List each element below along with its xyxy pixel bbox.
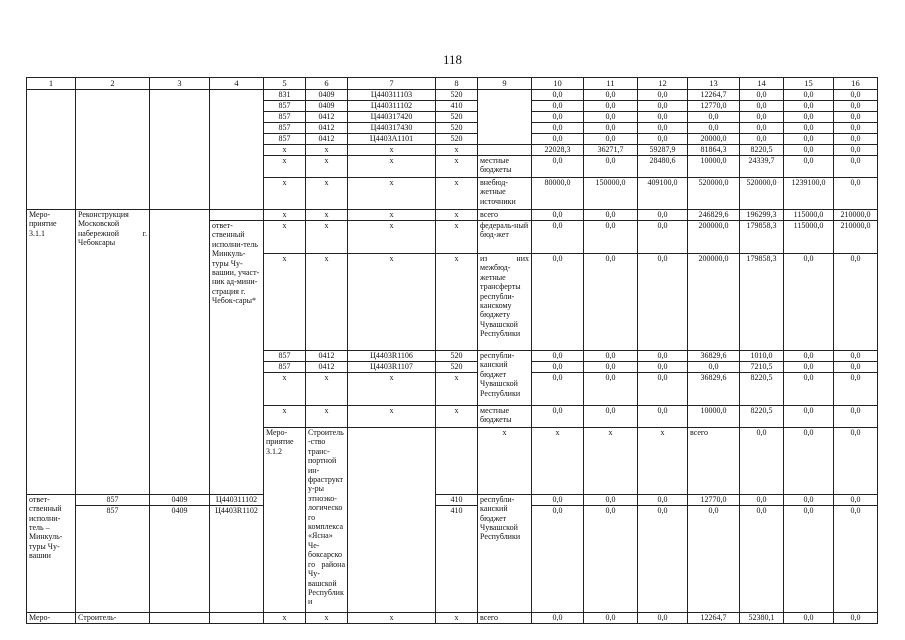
code-cell: 0409 bbox=[150, 505, 210, 612]
value-cell: 0,0 bbox=[584, 406, 638, 428]
code-cell: x bbox=[436, 254, 478, 351]
value-cell: 179858,3 bbox=[740, 221, 784, 254]
value-cell: 0,0 bbox=[532, 156, 584, 178]
value-cell: 8220,5 bbox=[740, 145, 784, 156]
value-cell: 0,0 bbox=[532, 112, 584, 123]
code-cell: 857 bbox=[264, 101, 306, 112]
value-cell: 0,0 bbox=[532, 254, 584, 351]
code-cell: x bbox=[306, 254, 348, 351]
code-cell: x bbox=[306, 221, 348, 254]
code-cell: 520 bbox=[436, 362, 478, 373]
code-cell: 520 bbox=[436, 90, 478, 101]
code-cell: 410 bbox=[436, 505, 478, 612]
table-row bbox=[27, 210, 878, 221]
value-cell: 0,0 bbox=[532, 221, 584, 254]
code-cell: 0412 bbox=[306, 112, 348, 123]
code-cell: Ц4403А1101 bbox=[348, 134, 436, 145]
value-cell: 8220,5 bbox=[740, 373, 784, 406]
value-cell: 0,0 bbox=[784, 90, 834, 101]
code-cell: x bbox=[348, 145, 436, 156]
column-header: 12 bbox=[638, 78, 688, 90]
value-cell: 115000,0 bbox=[784, 210, 834, 221]
code-cell: x bbox=[348, 156, 436, 178]
value-cell: 0,0 bbox=[834, 178, 878, 210]
value-cell: 0,0 bbox=[740, 112, 784, 123]
value-cell: 520000,0 bbox=[688, 178, 740, 210]
code-cell: x bbox=[532, 428, 584, 495]
value-cell: 0,0 bbox=[584, 362, 638, 373]
code-cell: x bbox=[264, 178, 306, 210]
value-cell: 0,0 bbox=[740, 494, 784, 505]
value-cell: 0,0 bbox=[784, 101, 834, 112]
executor-cell: ответ-ственный исполни-тель Минкуль-туры Чу-вашии, участ-ник ад-мини-страция г. Чебок-сары* bbox=[210, 221, 264, 495]
value-cell: 210000,0 bbox=[834, 221, 878, 254]
code-cell: x bbox=[264, 210, 306, 221]
code-cell: 857 bbox=[264, 123, 306, 134]
value-cell: 59287,9 bbox=[638, 145, 688, 156]
value-cell: 0,0 bbox=[584, 254, 638, 351]
column-header: 6 bbox=[306, 78, 348, 90]
value-cell: 0,0 bbox=[638, 210, 688, 221]
value-cell: 80000,0 bbox=[532, 178, 584, 210]
value-cell: 150000,0 bbox=[584, 178, 638, 210]
event-name-cell: Строитель-ство транс-портной ин-фраструкту-ры этноэко-логического комплекса «Ясна» Че-боксарского района Чу-вашской Республики bbox=[306, 428, 348, 613]
code-cell: x bbox=[436, 178, 478, 210]
empty-cell bbox=[150, 90, 210, 210]
table-row bbox=[27, 90, 878, 101]
value-cell: 0,0 bbox=[584, 612, 638, 623]
value-cell: 0,0 bbox=[834, 134, 878, 145]
value-cell: 0,0 bbox=[532, 351, 584, 362]
value-cell: 8220,5 bbox=[740, 406, 784, 428]
code-cell: 410 bbox=[436, 101, 478, 112]
code-cell: x bbox=[306, 210, 348, 221]
value-cell: 0,0 bbox=[532, 406, 584, 428]
code-cell: 0412 bbox=[306, 123, 348, 134]
executor-cell bbox=[210, 612, 264, 623]
value-cell: 0,0 bbox=[834, 428, 878, 495]
value-cell: 210000,0 bbox=[834, 210, 878, 221]
code-cell: x bbox=[306, 406, 348, 428]
column-header: 2 bbox=[76, 78, 150, 90]
value-cell: 0,0 bbox=[784, 134, 834, 145]
funding-source-cell: всего bbox=[478, 210, 532, 221]
budget-table bbox=[26, 77, 878, 624]
code-cell: x bbox=[436, 210, 478, 221]
event-name-cell bbox=[76, 90, 150, 210]
value-cell: 0,0 bbox=[532, 123, 584, 134]
funding-source-cell bbox=[478, 90, 532, 145]
value-cell: 0,0 bbox=[638, 373, 688, 406]
value-cell: 0,0 bbox=[740, 101, 784, 112]
value-cell: 0,0 bbox=[584, 134, 638, 145]
value-cell: 0,0 bbox=[784, 145, 834, 156]
code-cell: 857 bbox=[76, 494, 150, 505]
event-name-cell: Строитель- bbox=[76, 612, 150, 623]
funding-source-cell: всего bbox=[478, 612, 532, 623]
code-cell: x bbox=[436, 156, 478, 178]
table-row bbox=[27, 505, 878, 612]
code-cell: x bbox=[306, 612, 348, 623]
value-cell: 0,0 bbox=[784, 156, 834, 178]
value-cell: 0,0 bbox=[834, 101, 878, 112]
value-cell: 52380,1 bbox=[740, 612, 784, 623]
code-cell: Ц440311103 bbox=[348, 90, 436, 101]
value-cell: 0,0 bbox=[784, 612, 834, 623]
value-cell: 0,0 bbox=[584, 494, 638, 505]
value-cell: 0,0 bbox=[584, 156, 638, 178]
value-cell: 0,0 bbox=[584, 221, 638, 254]
column-header: 13 bbox=[688, 78, 740, 90]
column-number-row bbox=[27, 78, 878, 90]
column-header: 7 bbox=[348, 78, 436, 90]
code-cell: x bbox=[348, 221, 436, 254]
value-cell: 0,0 bbox=[740, 505, 784, 612]
value-cell: 0,0 bbox=[638, 221, 688, 254]
code-cell: x bbox=[306, 156, 348, 178]
code-cell: 0409 bbox=[306, 101, 348, 112]
value-cell: 0,0 bbox=[638, 362, 688, 373]
code-cell: 0409 bbox=[150, 494, 210, 505]
value-cell: 0,0 bbox=[638, 351, 688, 362]
funding-source-cell: из них межбюд-жетные трансферты республи-канскому бюджету Чувашской Республики bbox=[478, 254, 532, 351]
column-header: 5 bbox=[264, 78, 306, 90]
code-cell: 857 bbox=[264, 351, 306, 362]
value-cell: 0,0 bbox=[638, 406, 688, 428]
value-cell: 1239100,0 bbox=[784, 178, 834, 210]
column-header: 8 bbox=[436, 78, 478, 90]
value-cell: 0,0 bbox=[688, 505, 740, 612]
value-cell: 0,0 bbox=[688, 112, 740, 123]
value-cell: 0,0 bbox=[584, 123, 638, 134]
value-cell: 0,0 bbox=[834, 351, 878, 362]
value-cell: 12770,0 bbox=[688, 494, 740, 505]
value-cell: 0,0 bbox=[532, 134, 584, 145]
code-cell: 0412 bbox=[306, 134, 348, 145]
executor-cell bbox=[210, 210, 264, 221]
code-cell: x bbox=[306, 373, 348, 406]
code-cell: x bbox=[264, 254, 306, 351]
value-cell: 0,0 bbox=[638, 505, 688, 612]
value-cell: 12264,7 bbox=[688, 612, 740, 623]
value-cell: 0,0 bbox=[784, 494, 834, 505]
code-cell: x bbox=[638, 428, 688, 495]
value-cell: 0,0 bbox=[784, 351, 834, 362]
value-cell: 200000,0 bbox=[688, 254, 740, 351]
event-type-cell bbox=[27, 90, 76, 210]
code-cell: x bbox=[348, 373, 436, 406]
value-cell: 0,0 bbox=[740, 428, 784, 495]
value-cell: 0,0 bbox=[638, 254, 688, 351]
value-cell: 0,0 bbox=[740, 90, 784, 101]
value-cell: 0,0 bbox=[688, 123, 740, 134]
table-row bbox=[27, 494, 878, 505]
value-cell: 0,0 bbox=[784, 112, 834, 123]
code-cell: 0409 bbox=[306, 90, 348, 101]
value-cell: 0,0 bbox=[638, 134, 688, 145]
code-cell: x bbox=[348, 254, 436, 351]
code-cell: x bbox=[264, 612, 306, 623]
code-cell: x bbox=[436, 221, 478, 254]
column-header: 9 bbox=[478, 78, 532, 90]
value-cell: 28480,6 bbox=[638, 156, 688, 178]
column-header: 14 bbox=[740, 78, 784, 90]
value-cell: 0,0 bbox=[784, 505, 834, 612]
value-cell: 0,0 bbox=[584, 101, 638, 112]
code-cell: 857 bbox=[264, 134, 306, 145]
code-cell: 520 bbox=[436, 351, 478, 362]
code-cell: 857 bbox=[264, 112, 306, 123]
code-cell: x bbox=[348, 406, 436, 428]
value-cell: 0,0 bbox=[834, 254, 878, 351]
value-cell: 0,0 bbox=[532, 373, 584, 406]
code-cell: x bbox=[436, 612, 478, 623]
code-cell: 520 bbox=[436, 134, 478, 145]
executor-cell: ответ-ственный исполни-тель – Минкуль-туры Чу-вашии bbox=[27, 494, 76, 612]
value-cell: 0,0 bbox=[584, 210, 638, 221]
value-cell: 0,0 bbox=[740, 123, 784, 134]
value-cell: 0,0 bbox=[784, 373, 834, 406]
value-cell: 0,0 bbox=[532, 505, 584, 612]
value-cell: 0,0 bbox=[584, 112, 638, 123]
code-cell: x bbox=[436, 406, 478, 428]
code-cell: 520 bbox=[436, 112, 478, 123]
funding-source-cell bbox=[478, 145, 532, 156]
value-cell: 196299,3 bbox=[740, 210, 784, 221]
value-cell: 12770,0 bbox=[688, 101, 740, 112]
value-cell: 0,0 bbox=[834, 362, 878, 373]
value-cell: 0,0 bbox=[740, 134, 784, 145]
code-cell: x bbox=[264, 156, 306, 178]
value-cell: 20000,0 bbox=[688, 134, 740, 145]
value-cell: 0,0 bbox=[584, 351, 638, 362]
value-cell: 115000,0 bbox=[784, 221, 834, 254]
funding-source-cell: внебюд-жетные источники bbox=[478, 178, 532, 210]
value-cell: 179858,3 bbox=[740, 254, 784, 351]
value-cell: 409100,0 bbox=[638, 178, 688, 210]
value-cell: 0,0 bbox=[638, 123, 688, 134]
value-cell: 0,0 bbox=[784, 406, 834, 428]
value-cell: 36829,6 bbox=[688, 373, 740, 406]
column-header: 1 bbox=[27, 78, 76, 90]
value-cell: 0,0 bbox=[834, 612, 878, 623]
value-cell: 0,0 bbox=[532, 101, 584, 112]
value-cell: 81864,3 bbox=[688, 145, 740, 156]
value-cell: 0,0 bbox=[784, 362, 834, 373]
value-cell: 246829,6 bbox=[688, 210, 740, 221]
value-cell: 0,0 bbox=[532, 362, 584, 373]
empty-cell bbox=[150, 612, 210, 623]
value-cell: 0,0 bbox=[584, 90, 638, 101]
code-cell: x bbox=[348, 612, 436, 623]
value-cell: 7210,5 bbox=[740, 362, 784, 373]
code-cell: x bbox=[436, 145, 478, 156]
code-cell: x bbox=[348, 210, 436, 221]
code-cell: Ц440317420 bbox=[348, 112, 436, 123]
funding-source-cell: местные бюджеты bbox=[478, 156, 532, 178]
funding-source-cell: всего bbox=[688, 428, 740, 495]
value-cell: 0,0 bbox=[784, 123, 834, 134]
value-cell: 0,0 bbox=[638, 90, 688, 101]
column-header: 15 bbox=[784, 78, 834, 90]
code-cell: 857 bbox=[264, 362, 306, 373]
value-cell: 0,0 bbox=[584, 373, 638, 406]
funding-source-cell: местные бюджеты bbox=[478, 406, 532, 428]
funding-source-cell: республи-канский бюджет Чувашской Республики bbox=[478, 351, 532, 406]
value-cell: 0,0 bbox=[638, 112, 688, 123]
value-cell: 1010,0 bbox=[740, 351, 784, 362]
value-cell: 0,0 bbox=[638, 101, 688, 112]
code-cell: Ц4403R1102 bbox=[210, 505, 264, 612]
code-cell: x bbox=[584, 428, 638, 495]
table-row bbox=[27, 612, 878, 623]
value-cell: 0,0 bbox=[834, 494, 878, 505]
column-header: 16 bbox=[834, 78, 878, 90]
value-cell: 0,0 bbox=[834, 373, 878, 406]
value-cell: 0,0 bbox=[532, 210, 584, 221]
value-cell: 0,0 bbox=[834, 156, 878, 178]
value-cell: 10000,0 bbox=[688, 156, 740, 178]
value-cell: 0,0 bbox=[532, 90, 584, 101]
value-cell: 10000,0 bbox=[688, 406, 740, 428]
executor-cell bbox=[210, 90, 264, 210]
funding-source-cell: республи-канский бюджет Чувашской Республики bbox=[478, 494, 532, 612]
column-header: 3 bbox=[150, 78, 210, 90]
page-number: 118 bbox=[442, 52, 463, 67]
value-cell: 0,0 bbox=[834, 505, 878, 612]
value-cell: 12264,7 bbox=[688, 90, 740, 101]
event-type-cell: Меро-приятие 3.1.1 bbox=[27, 210, 76, 495]
value-cell: 0,0 bbox=[834, 145, 878, 156]
value-cell: 0,0 bbox=[688, 362, 740, 373]
code-cell: Ц4403R1106 bbox=[348, 351, 436, 362]
code-cell: x bbox=[306, 178, 348, 210]
value-cell: 36829,6 bbox=[688, 351, 740, 362]
value-cell: 0,0 bbox=[532, 612, 584, 623]
code-cell: x bbox=[264, 221, 306, 254]
value-cell: 0,0 bbox=[834, 123, 878, 134]
code-cell: 0412 bbox=[306, 351, 348, 362]
event-type-cell: Меро- bbox=[27, 612, 76, 623]
value-cell: 22028,3 bbox=[532, 145, 584, 156]
value-cell: 0,0 bbox=[784, 254, 834, 351]
executor-cell bbox=[436, 428, 478, 495]
code-cell: x bbox=[478, 428, 532, 495]
value-cell: 0,0 bbox=[532, 494, 584, 505]
value-cell: 24339,7 bbox=[740, 156, 784, 178]
value-cell: 0,0 bbox=[584, 505, 638, 612]
value-cell: 0,0 bbox=[834, 406, 878, 428]
funding-source-cell: федераль-ный бюд-жет bbox=[478, 221, 532, 254]
value-cell: 520000,0 bbox=[740, 178, 784, 210]
code-cell: Ц440317430 bbox=[348, 123, 436, 134]
value-cell: 200000,0 bbox=[688, 221, 740, 254]
empty-cell bbox=[150, 210, 210, 495]
value-cell: 36271,7 bbox=[584, 145, 638, 156]
column-header: 11 bbox=[584, 78, 638, 90]
code-cell: 0412 bbox=[306, 362, 348, 373]
code-cell: x bbox=[264, 373, 306, 406]
value-cell: 0,0 bbox=[638, 612, 688, 623]
code-cell: Ц4403R1107 bbox=[348, 362, 436, 373]
code-cell: 410 bbox=[436, 494, 478, 505]
value-cell: 0,0 bbox=[784, 428, 834, 495]
code-cell: 831 bbox=[264, 90, 306, 101]
code-cell: x bbox=[306, 145, 348, 156]
value-cell: 0,0 bbox=[834, 112, 878, 123]
column-header: 10 bbox=[532, 78, 584, 90]
column-header: 4 bbox=[210, 78, 264, 90]
code-cell: x bbox=[264, 406, 306, 428]
code-cell: 857 bbox=[76, 505, 150, 612]
code-cell: 520 bbox=[436, 123, 478, 134]
code-cell: Ц440311102 bbox=[210, 494, 264, 505]
empty-cell bbox=[348, 428, 436, 613]
event-type-cell: Меро-приятие 3.1.2 bbox=[264, 428, 306, 613]
value-cell: 0,0 bbox=[638, 494, 688, 505]
value-cell: 0,0 bbox=[834, 90, 878, 101]
code-cell: x bbox=[436, 373, 478, 406]
code-cell: x bbox=[348, 178, 436, 210]
code-cell: Ц440311102 bbox=[348, 101, 436, 112]
event-name-cell: Реконструкция Московской набережной г. Чебоксары bbox=[76, 210, 150, 495]
code-cell: x bbox=[264, 145, 306, 156]
